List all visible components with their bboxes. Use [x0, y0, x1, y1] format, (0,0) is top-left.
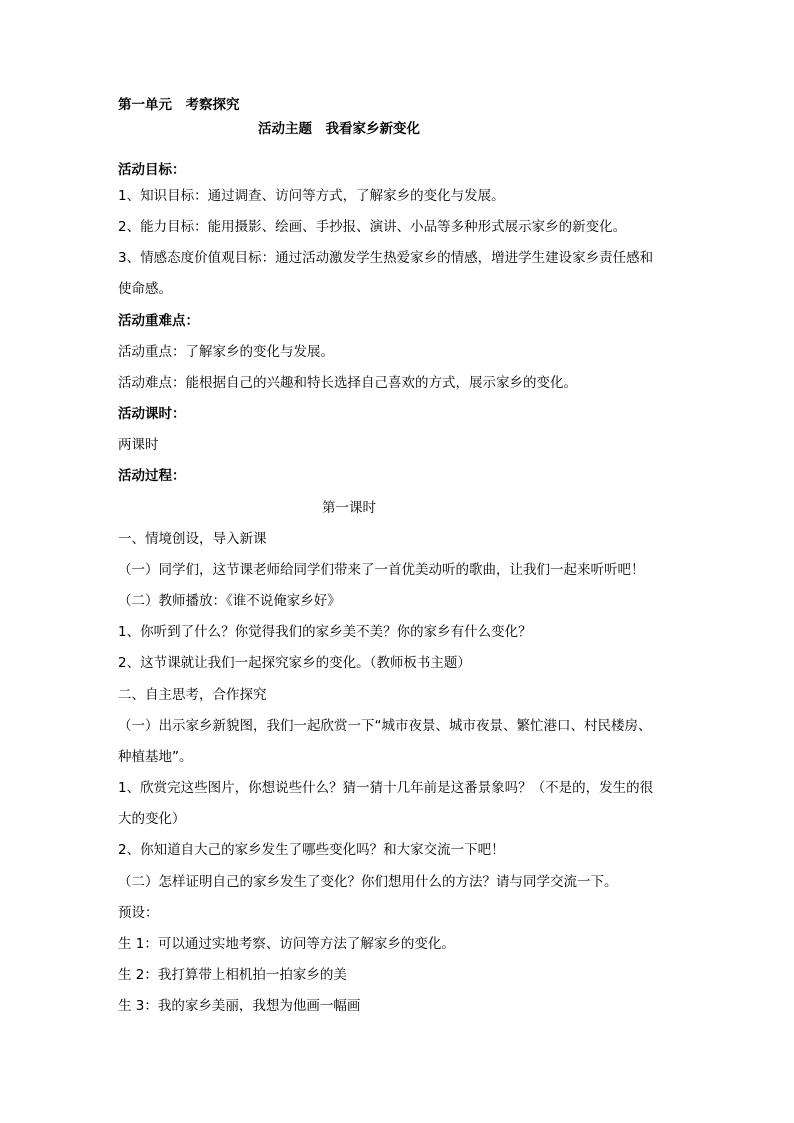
key-point: 活动重点：了解家乡的变化与发展。 — [118, 344, 334, 360]
section-2-question-1-line-1: 1、欣赏完这些图片，你想说些什么？猜一猜十几年前是这番景象吗？（不是的，发生的很 — [118, 780, 654, 796]
difficult-point: 活动难点：能根据自己的兴趣和特长选择自己喜欢的方式，展示家乡的变化。 — [118, 375, 577, 391]
activity-title: 活动主题 我看家乡新变化 — [258, 121, 420, 137]
student-2-answer: 生 2：我打算带上相机拍一拍家乡的美 — [118, 967, 347, 983]
section-1-item-1: （一）同学们，这节课老师给同学们带来了一首优美动听的歌曲，让我们一起来听听吧！ — [118, 562, 645, 578]
preset-heading: 预设： — [118, 905, 159, 921]
section-1-question-1: 1、你听到了什么？你觉得我们的家乡美不美？你的家乡有什么变化？ — [118, 624, 532, 640]
unit-title: 第一单元 考察探究 — [118, 97, 240, 113]
hours-heading: 活动课时： — [118, 406, 186, 422]
section-2-item-1-line-1: （一）出示家乡新貌图，我们一起欣赏一下“城市夜景、城市夜景、繁忙港口、村民楼房、 — [118, 718, 652, 734]
section-2-question-2: 2、你知道自大己的家乡发生了哪些变化吗？和大家交流一下吧！ — [118, 842, 505, 858]
student-1-answer: 生 1：可以通过实地考察、访问等方法了解家乡的变化。 — [118, 936, 455, 952]
goal-1: 1、知识目标：通过调查、访问等方式，了解家乡的变化与发展。 — [118, 188, 505, 204]
lesson-heading: 第一课时 — [322, 500, 376, 516]
goal-3-line-2: 使命感。 — [118, 281, 172, 297]
goal-2: 2、能力目标：能用摄影、绘画、手抄报、演讲、小品等多种形式展示家乡的新变化。 — [118, 219, 627, 235]
hours-value: 两课时 — [118, 437, 159, 453]
section-2-item-1-line-2: 种植基地”。 — [118, 749, 193, 765]
section-2-question-1-line-2: 大的变化） — [118, 811, 186, 827]
process-heading: 活动过程： — [118, 468, 186, 484]
goals-heading: 活动目标： — [118, 162, 186, 178]
section-1-heading: 一、情境创设，导入新课 — [118, 531, 267, 547]
section-2-heading: 二、自主思考，合作探究 — [118, 687, 267, 703]
section-1-question-2: 2、这节课就让我们一起探究家乡的变化。（教师板书主题） — [118, 655, 471, 671]
key-points-heading: 活动重难点： — [118, 313, 199, 329]
section-1-item-2: （二）教师播放：《谁不说俺家乡好》 — [118, 593, 341, 609]
section-2-item-2: （二）怎样证明自己的家乡发生了变化？你们想用什么的方法？请与同学交流一下。 — [118, 874, 618, 890]
student-3-answer: 生 3：我的家乡美丽，我想为他画一幅画 — [118, 998, 361, 1014]
goal-3-line-1: 3、情感态度价值观目标：通过活动激发学生热爱家乡的情感，增进学生建设家乡责任感和 — [118, 250, 654, 266]
